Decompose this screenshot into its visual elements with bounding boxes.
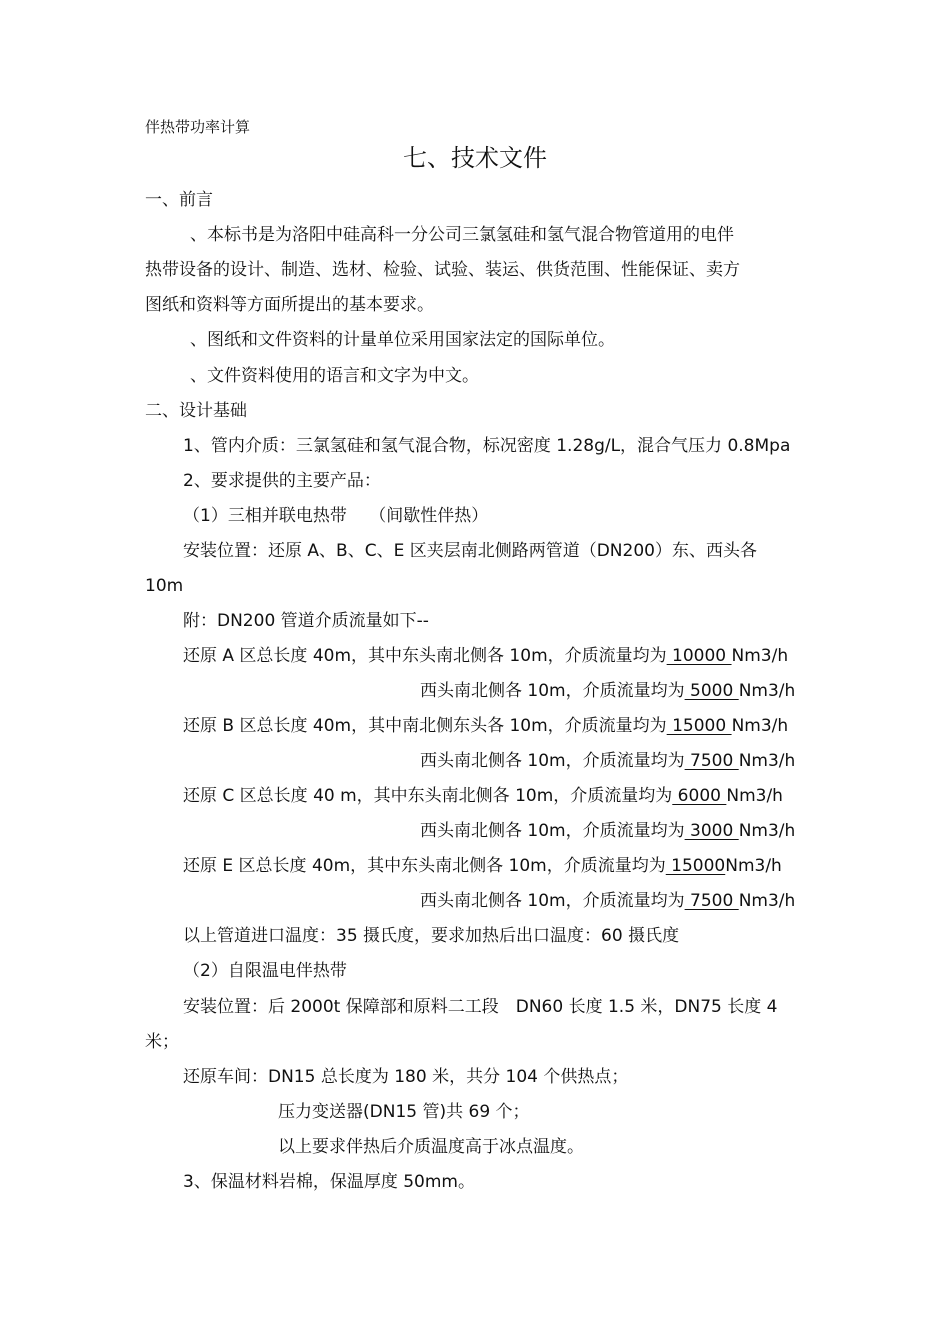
flow-row-a-west: 西头南北侧各 10m，介质流量均为 5000 Nm3/h [420,681,796,701]
flow-row-e-east: 还原 E 区总长度 40m，其中东头南北侧各 10m，介质流量均为 15000Nm3/h [183,856,782,876]
pressure-transmitter: 压力变送器(DN15 管)共 69 个； [278,1102,530,1122]
flow-row-c-west: 西头南北侧各 10m，介质流量均为 3000 Nm3/h [420,821,796,841]
flow-value: 7500 [684,751,739,771]
flow-value: 15000 [666,716,732,736]
flow-row-a-east: 还原 A 区总长度 40m，其中东头南北侧各 10m，介质流量均为 10000 Nm3/h [183,646,789,666]
flow-row-c-east: 还原 C 区总长度 40 m，其中东头南北侧各 10m，介质流量均为 6000 Nm3/h [183,786,783,806]
flow-value: 5000 [684,681,739,701]
item-products: 2、要求提供的主要产品： [183,471,381,491]
page-header: 伴热带功率计算 [145,118,251,136]
subitem-self-limiting: （2）自限温电伴热带 [183,961,347,981]
preface-units: 、图纸和文件资料的计量单位采用国家法定的国际单位。 [190,330,615,350]
install-location-1-cont: 10m [145,576,184,596]
flow-value: 10000 [666,646,732,666]
preface-line-2: 热带设备的设计、制造、选材、检验、试验、装运、供货范围、性能保证、卖方 [145,260,740,280]
freeze-requirement: 以上要求伴热后介质温度高于冰点温度。 [278,1137,584,1157]
preface-language: 、文件资料使用的语言和文字为中文。 [190,366,479,386]
preface-line-1: 、本标书是为洛阳中硅高科一分公司三氯氢硅和氢气混合物管道用的电伴 [190,225,734,245]
heading-preface: 一、前言 [145,190,213,210]
flow-value: 3000 [684,821,739,841]
preface-line-3: 图纸和资料等方面所提出的基本要求。 [145,295,434,315]
item-insulation: 3、保温材料岩棉，保温厚度 50mm。 [183,1172,475,1192]
reduction-workshop: 还原车间：DN15 总长度为 180 米，共分 104 个供热点； [183,1067,629,1087]
temperature-requirement: 以上管道进口温度：35 摄氏度，要求加热后出口温度：60 摄氏度 [183,926,680,946]
install-location-2-cont: 米； [145,1032,179,1052]
install-location-1: 安装位置：还原 A、B、C、E 区夹层南北侧路两管道（DN200）东、西头各 [183,541,757,561]
flow-row-e-west: 西头南北侧各 10m，介质流量均为 7500 Nm3/h [420,891,796,911]
flow-value: 6000 [672,786,727,806]
flow-row-b-west: 西头南北侧各 10m，介质流量均为 7500 Nm3/h [420,751,796,771]
item-medium: 1、管内介质：三氯氢硅和氢气混合物，标况密度 1.28g/L，混合气压力 0.8Mpa [183,436,791,456]
flow-value: 15000 [665,856,726,876]
section-title: 七、技术文件 [403,144,547,172]
flow-note: 附：DN200 管道介质流量如下-- [183,611,429,631]
install-location-2: 安装位置：后 2000t 保障部和原料二工段 DN60 长度 1.5 米，DN75 长度 4 [183,997,778,1017]
subitem-three-phase: （1）三相并联电热带 （间歇性伴热） [183,506,489,526]
flow-row-b-east: 还原 B 区总长度 40m，其中南北侧东头各 10m，介质流量均为 15000 Nm3/h [183,716,789,736]
heading-design-basis: 二、设计基础 [145,401,247,421]
flow-value: 7500 [684,891,739,911]
